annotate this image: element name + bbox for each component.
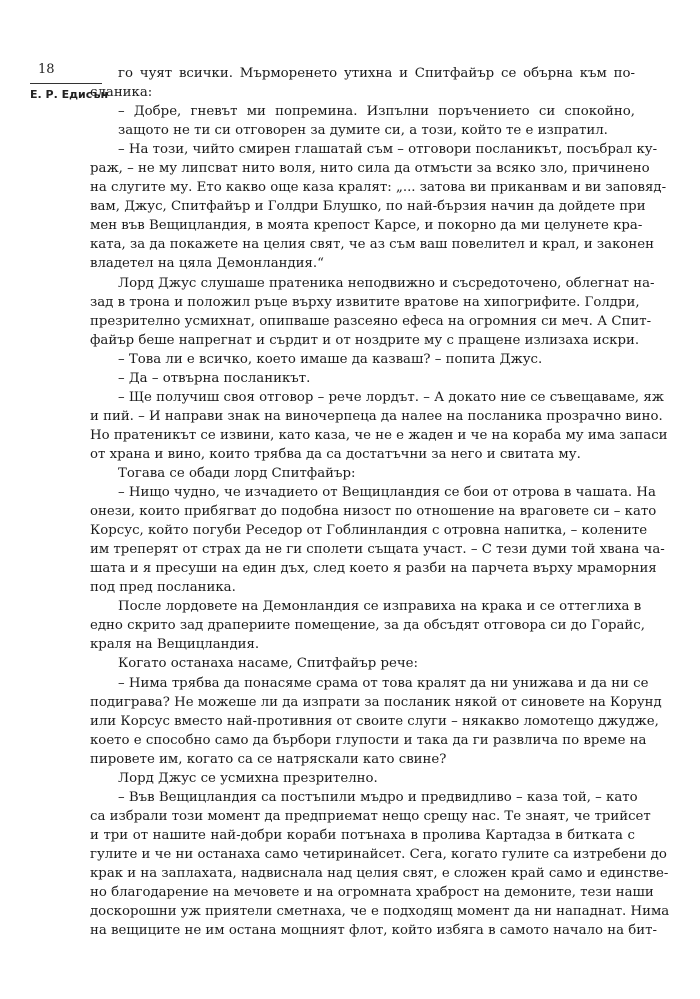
text-line: едно скрито зад драпериите помещение, за да обсъдят отговора си до Горайс, (90, 618, 645, 634)
text-line: – Нима трябва да понасяме срама от това кралят да ни унижава и да ни се (118, 675, 649, 691)
text-line: файър беше напрегнат и сърдит и от ноздрите му с пращене излизаха искри. (90, 332, 640, 348)
text-line: Когато останаха насаме, Спитфайър рече: (118, 656, 418, 672)
text-line: под пред посланика. (90, 580, 236, 596)
text-line: – Във Вещицландия са постъпили мъдро и предвидливо – каза той, – като (118, 789, 638, 805)
text-line: – Ще получиш своя отговор – рече лордът. – А докато ние се съвещаваме, яж (118, 389, 665, 405)
text-line: – Добре, гневът ми попремина. Изпълни поръчението си спокойно, (118, 104, 635, 120)
text-line: от храна и вино, които трябва да са достатъчни за него и свитата му. (90, 446, 581, 462)
text-line: гулите и че ни останаха само четиринайсет. Сега, когато гулите са изтребени до (90, 846, 667, 862)
text-line: владетел на цяла Демонландия.“ (90, 256, 324, 272)
text-line: или Корсус вместо най-противния от своите слуги – някакво ломотещо джудже, (90, 713, 659, 729)
text-line: са избрали този момент да предприемат нещо срещу нас. Те знаят, че трийсет (90, 808, 651, 824)
text-line: Но пратеникът се извини, като каза, че не е жаден и че на кораба му има запаси (90, 427, 668, 443)
text-line: на вещиците не им остана мощният флот, който избяга в самото начало на бит- (90, 923, 658, 939)
text-line: което е способно само да бърбори глупости и така да ги развлича по време на (90, 732, 647, 748)
text-line: мен във Вещицландия, в моята крепост Карсе, и покорно да ми целунете кра- (90, 218, 643, 234)
text-line: вам, Джус, Спитфайър и Голдри Блушко, по най-бързия начин да дойдете при (90, 199, 646, 215)
text-line: – На този, чийто смирен глашатай съм – отговори посланикът, посъбрал ку- (118, 142, 658, 158)
text-line: зад в трона и положил ръце върху извитите вратове на хипогрифите. Голдри, (90, 294, 640, 310)
body-text (90, 64, 670, 940)
text-line: го чуят всички. Мърморенето утихна и Спитфайър се обърна към по- (118, 66, 635, 81)
text-line: презрително усмихнат, опипваше разсеяно ефеса на огромния си меч. А Спит- (90, 313, 652, 329)
text-line: защото не ти си отговорен за думите си, а този, който те е изпратил. (118, 123, 608, 139)
text-line: После лордовете на Демонландия се изправиха на крака и се оттеглиха в (118, 599, 642, 615)
running-head-author: Е. Р. Едисън (30, 83, 102, 101)
text-line: подиграва? Не можеше ли да изпрати за посланик някой от синовете на Корунд (90, 694, 662, 710)
page-number: 18 (38, 62, 55, 77)
text-line: и три от нашите най-добри кораби потънаха в пролива Картадза в битката с (90, 827, 635, 843)
text-line: крак и на заплахата, надвиснала над целия свят, е сложен край само и единстве- (90, 865, 669, 881)
text-line: но благодарение на мечовете и на огромната храброст на демоните, тези наши (90, 885, 654, 901)
text-line: Лорд Джус се усмихна презрително. (118, 770, 378, 786)
text-line: им треперят от страх да не ги сполети същата участ. – С тези думи той хвана ча- (90, 542, 665, 558)
text-line: – Да – отвърна посланикът. (118, 370, 311, 386)
text-line: на слугите му. Ето какво още каза кралят: „... затова ви приканвам и ви заповяд- (90, 180, 667, 196)
text-line: Корсус, който погуби Реседор от Гоблинландия с отровна напитка, – колените (90, 523, 648, 539)
text-line: раж, – не му липсват нито воля, нито сила да отмъсти за всяко зло, причинено (90, 161, 650, 177)
text-line: пировете им, когато са се натряскали като свине? (90, 751, 447, 767)
text-line: Тогава се обади лорд Спитфайър: (118, 465, 356, 481)
text-line: краля на Вещицландия. (90, 637, 260, 653)
text-line: ката, за да покажете на целия свят, че аз съм ваш повелител и крал, и законен (90, 237, 654, 253)
text-line: Лорд Джус слушаше пратеника неподвижно и съсредоточено, облегнат на- (118, 275, 655, 291)
text-line: – Това ли е всичко, което имаше да казваш? – попита Джус. (118, 351, 543, 367)
text-line: онези, които прибягват до подобна низост по отношение на враговете си – като (90, 504, 657, 520)
text-line: и пий. – И направи знак на виночерпеца да налее на посланика прозрачно вино. (90, 408, 663, 424)
text-line: сланика: (90, 85, 153, 101)
text-line: шата и я пресуши на един дъх, след което я разби на парчета върху мраморния (90, 561, 657, 577)
text-line: – Нищо чудно, че изчадието от Вещицландия се бои от отрова в чашата. На (118, 485, 656, 501)
text-line: доскорошни уж приятели сметнаха, че е подходящ момент да ни нападнат. Нима (90, 904, 670, 920)
